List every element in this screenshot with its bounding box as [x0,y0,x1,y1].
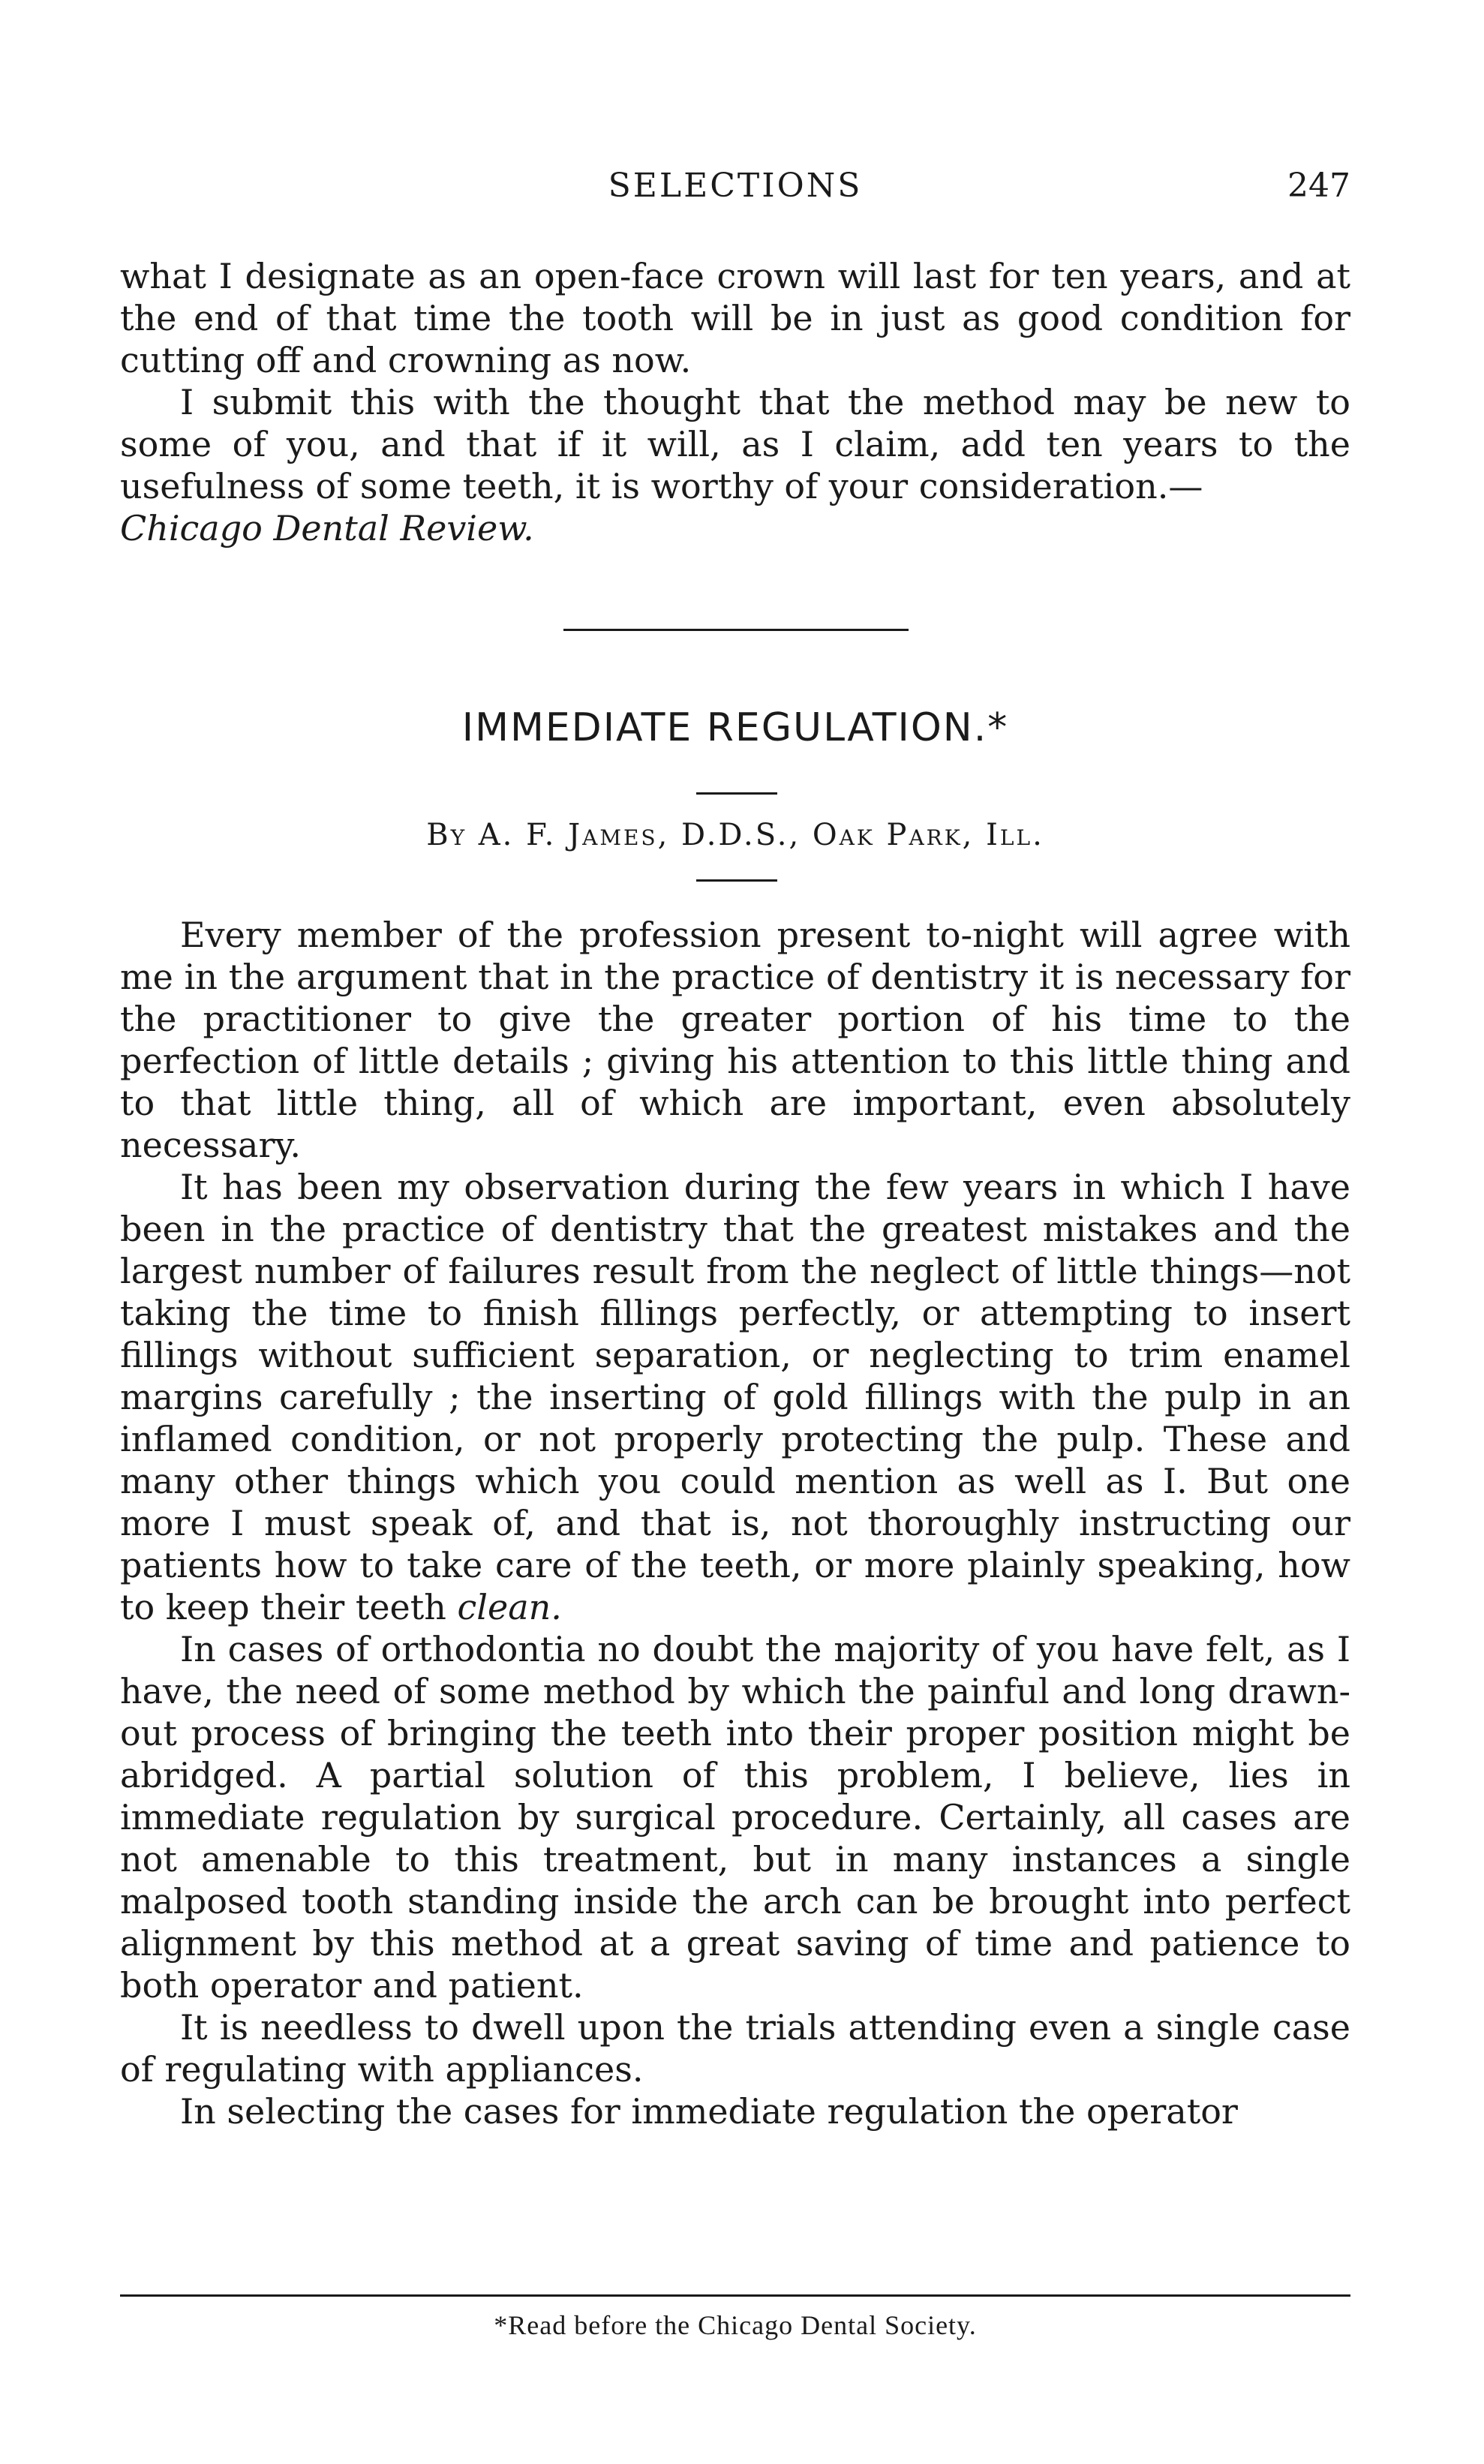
article-paragraph: In selecting the cases for immediate regulation the operator [180,2091,1238,2132]
title-rule [696,792,777,795]
section-divider [563,629,909,631]
source-citation: Chicago Dental Review. [120,508,534,548]
article-title: IMMEDIATE REGULATION.* [461,705,1009,750]
running-head: SELECTIONS [608,167,863,205]
closing-paragraph-text: I submit this with the thought that the method may be new to some of you, and that if it will, as I claim, add ten years to the usefulness of some teeth, it is worthy of your consideration.— [120,382,1350,506]
page-number: 247 [1287,167,1350,205]
continued-text [120,255,1350,549]
page-header [120,167,1350,212]
article-paragraph-text: It has been my observation during the few years in which I have been in the practice of dentistry that the greatest mistakes and the largest number of failures result from the neglect of little things—not taking the time to finish fillings perfectly, or attempting to insert fillings without sufficient separation, or neglecting to trim enamel margins carefully ; the inserting of gold fillings with the pulp in an inflamed condition, or not properly protecting the pulp. These and many other things which you could mention as well as I. But one more I must speak of, and that is, not thoroughly instructing our patients how to take care of the teeth, or more plainly speaking, how to keep their teeth [120,1167,1350,1627]
footnote-rule [120,2294,1350,2297]
article-paragraph: In cases of orthodontia no doubt the majority of you have felt, as I have, the need of some method by which the painful and long drawn-out process of bringing the teeth into their proper position might be abridged. A partial solution of this problem, I believe, lies in immediate regulation by surgical procedure. Certainly, all cases are not amenable to this treatment, but in many instances a single malposed tooth standing inside the arch can be brought into perfect alignment by this method at a great saving of time and patience to both operator and patient. [120,1629,1350,2006]
article-paragraph [120,1166,1350,1628]
article-body [120,914,1350,2132]
article-paragraph: It is needless to dwell upon the trials attending even a single case of regulating with appliances. [120,2007,1350,2090]
byline-rule [696,879,777,882]
byline: By A. F. James, D.D.S., Oak Park, Ill. [426,818,1044,852]
article-paragraph: Every member of the profession present to-night will agree with me in the argument that in the practice of dentistry it is necessary for the practitioner to give the greater portion of his time to the perfection of little details ; giving his attention to this little thing and to that little thing, all of which are important, even absolutely necessary. [120,915,1350,1165]
continued-paragraph: what I designate as an open-face crown will last for ten years, and at the end of that time the tooth will be in just as good condition for cutting off and crowning as now. [120,256,1350,380]
closing-paragraph [120,381,1350,549]
emphasis-word: clean. [457,1587,562,1627]
footnote: *Read before the Chicago Dental Society. [494,2310,977,2340]
